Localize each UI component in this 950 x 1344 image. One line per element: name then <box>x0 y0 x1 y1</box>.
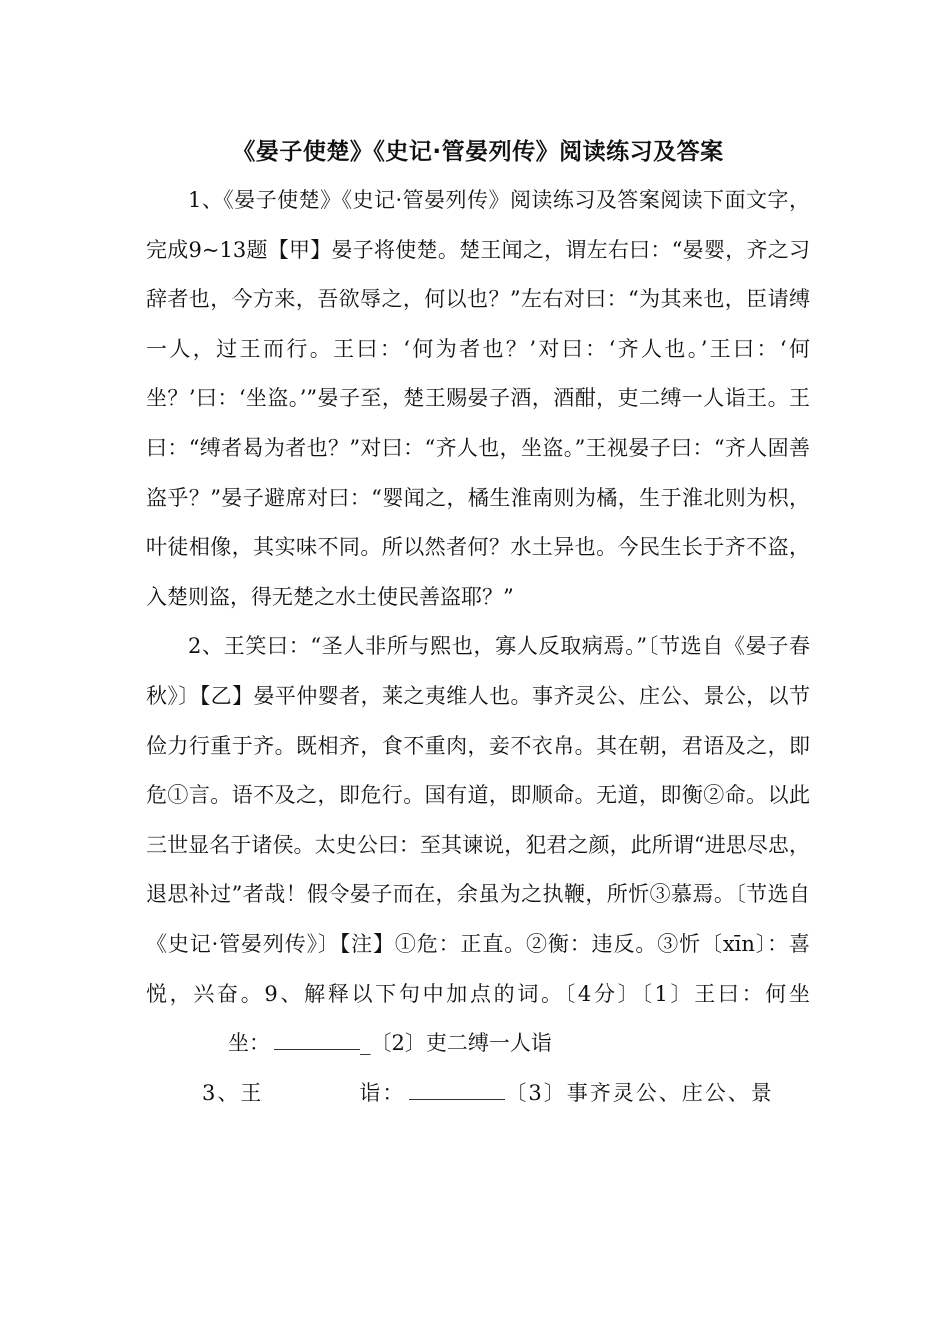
paragraph-1: 1、《晏子使楚》《史记·管晏列传》阅读练习及答案阅读下面文字，完成9~13题【甲】晏子将使楚。楚王闻之，谓左右曰：“晏婴，齐之习辞者也，今方来，吾欲辱之，何以也？”左右对曰：“为其来也，臣请缚一人，过王而行。王曰：‘何为者也？’对曰：‘齐人也。’王曰：‘何坐？’曰：‘坐盗。’”晏子至，楚王赐晏子酒，酒酣，吏二缚一人诣王。王曰：“缚者曷为者也？”对曰：“齐人也，坐盗。”王视晏子曰：“齐人固善盗乎？”晏子避席对曰：“婴闻之，橘生淮南则为橘，生于淮北则为枳，叶徒相像，其实味不同。所以然者何？水土异也。今民生长于齐不盗，入楚则盗，得无楚之水土使民善盗耶？” <box>146 188 810 609</box>
paragraph-3-start: 3、王 <box>202 1080 264 1105</box>
answer-blank-2[interactable] <box>409 1077 505 1100</box>
paragraph-3-tail: 〔3〕事齐灵公、庄公、景 <box>505 1080 774 1105</box>
answer-blank-1[interactable] <box>274 1027 360 1050</box>
paragraph-2 <box>146 622 810 1068</box>
paragraph-3 <box>146 1069 810 1119</box>
paragraph-2-text: 2、王笑曰：“圣人非所与熙也，寡人反取病焉。”〔节选自《晏子春秋》〕【乙】晏平仲婴者，莱之夷维人也。事齐灵公、庄公、景公，以节俭力行重于齐。既相齐，食不重肉，妾不衣帛。其在朝，君语及之，即危①言。语不及之，即危行。国有道，即顺命。无道，即衡②命。以此三世显名于诸侯。太史公曰：至其谏说，犯君之颜，此所谓“进思尽忠，退思补过”者哉！假令晏子而在，余虽为之执鞭，所忻③慕焉。〔节选自《史记·管晏列传》〕【注】①危：正直。②衡：违反。③忻〔xīn〕：喜悦，兴奋。9、解释以下句中加点的词。〔4分〕〔1〕王曰：何坐 <box>146 634 810 1006</box>
blank-1-label: 坐： <box>228 1031 270 1056</box>
document-title: 《晏子使楚》《史记·管晏列传》阅读练习及答案 <box>232 139 724 165</box>
document-page <box>146 128 810 1118</box>
blank-2-label: 诣： <box>359 1080 406 1105</box>
paragraph-2-tail: _〔2〕吏二缚一人诣 <box>360 1031 552 1056</box>
